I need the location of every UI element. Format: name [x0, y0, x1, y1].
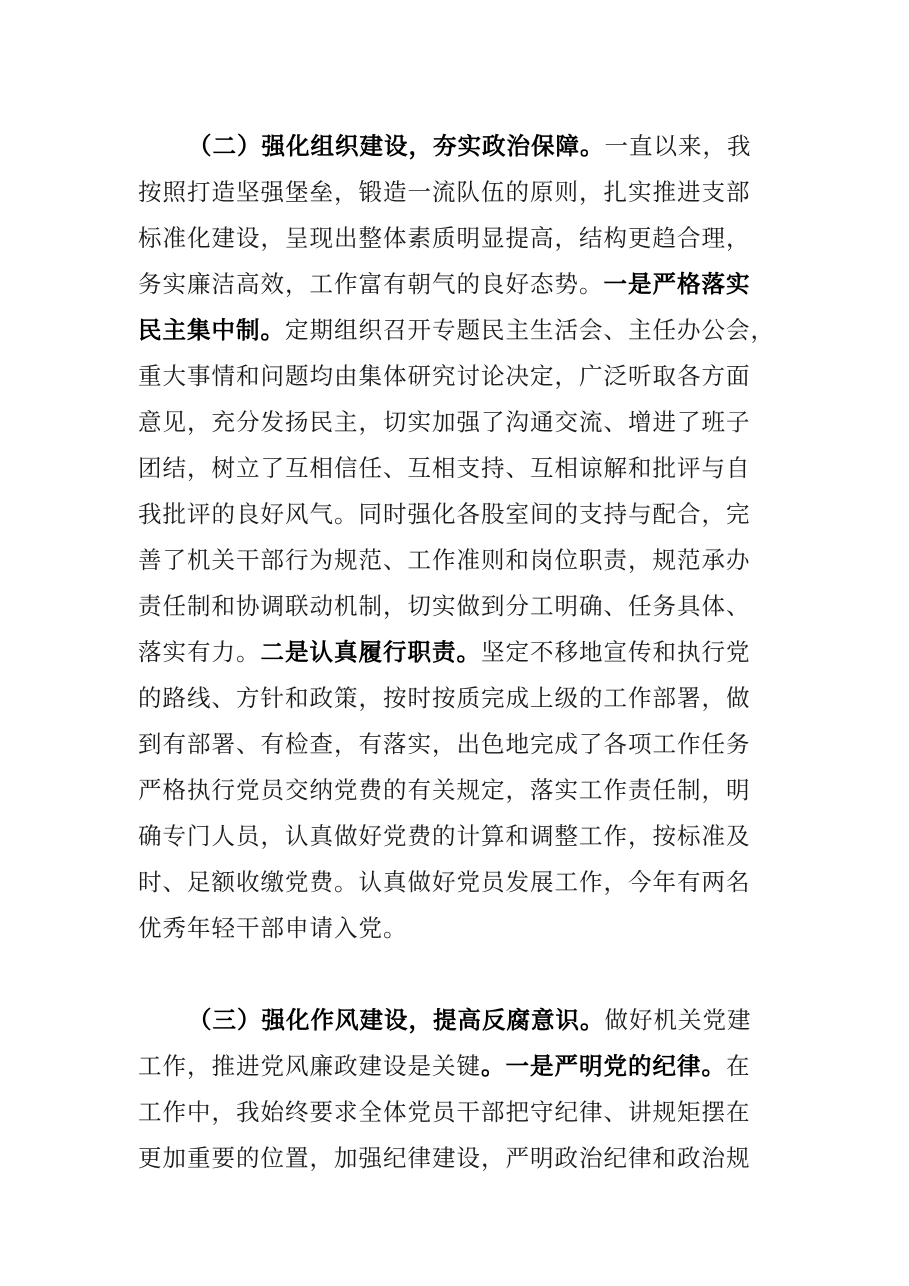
paragraph-line: 优秀年轻干部申请入党。	[138, 914, 408, 942]
paragraph-line	[188, 122, 752, 170]
paragraph-line: 的路线、方针和政策，按时按质完成上级的工作部署，做	[138, 684, 751, 712]
paragraph-line: 我批评的良好风气。同时强化各股室间的支持与配合，完	[138, 500, 751, 528]
body-text: 做好机关党建	[604, 1006, 752, 1034]
body-text: 落实有力。	[138, 638, 261, 666]
paragraph-line: 按照打造坚强堡垒，锻造一流队伍的原则，扎实推进支部	[138, 178, 751, 206]
paragraph-line: 严格执行党员交纳党费的有关规定，落实工作责任制，明	[138, 776, 751, 804]
paragraph-line: 工作中，我始终要求全体党员干部把守纪律、讲规矩摆在	[138, 1098, 751, 1126]
paragraph-line: 标准化建设，呈现出整体素质明显提高，结构更趋合理，	[138, 224, 751, 252]
paragraph-line: 确专门人员，认真做好党费的计算和调整工作，按标准及	[138, 822, 751, 850]
paragraph-line	[188, 996, 752, 1044]
paragraph-line	[138, 260, 751, 308]
paragraph-line	[138, 628, 751, 676]
point-heading-1-cont: 民主集中制。	[138, 316, 285, 344]
paragraph-line: 时、足额收缴党费。认真做好党员发展工作，今年有两名	[138, 868, 751, 896]
paragraph-line: 到有部署、有检查，有落实，出色地完成了各项工作任务	[138, 730, 751, 758]
paragraph-line: 责任制和协调联动机制，切实做到分工明确、任务具体、	[138, 592, 751, 620]
paragraph-line: 更加重要的位置，加强纪律建设，严明政治纪律和政治规	[138, 1144, 751, 1172]
point-heading-discipline: 。一是严明党的纪律。	[481, 1052, 726, 1080]
paragraph-line: 善了机关干部行为规范、工作准则和岗位职责，规范承办	[138, 546, 751, 574]
paragraph-line: 团结，树立了互相信任、互相支持、互相谅解和批评与自	[138, 454, 751, 482]
body-text: 在	[726, 1052, 751, 1080]
point-heading-1: 一是严格落实	[603, 270, 751, 298]
paragraph-line	[138, 306, 775, 354]
body-text: 务实廉洁高效，工作富有朝气的良好态势。	[138, 270, 604, 298]
section-heading-2: （二）强化组织建设，夯实政治保障。	[188, 132, 605, 160]
paragraph-line	[138, 1042, 751, 1090]
section-heading-3: （三）强化作风建设，提高反腐意识。	[188, 1006, 605, 1034]
body-text: 工作，推进党风廉政建设是关键	[138, 1052, 481, 1080]
body-text: 坚定不移地宣传和执行党	[481, 638, 751, 666]
body-text: 定期组织召开专题民主生活会、主任办公会，	[285, 316, 775, 344]
paragraph-line: 意见，充分发扬民主，切实加强了沟通交流、增进了班子	[138, 408, 751, 436]
body-text: 一直以来，我	[604, 132, 752, 160]
paragraph-line: 重大事情和问题均由集体研究讨论决定，广泛听取各方面	[138, 362, 751, 390]
point-heading-2: 二是认真履行职责。	[260, 638, 481, 666]
